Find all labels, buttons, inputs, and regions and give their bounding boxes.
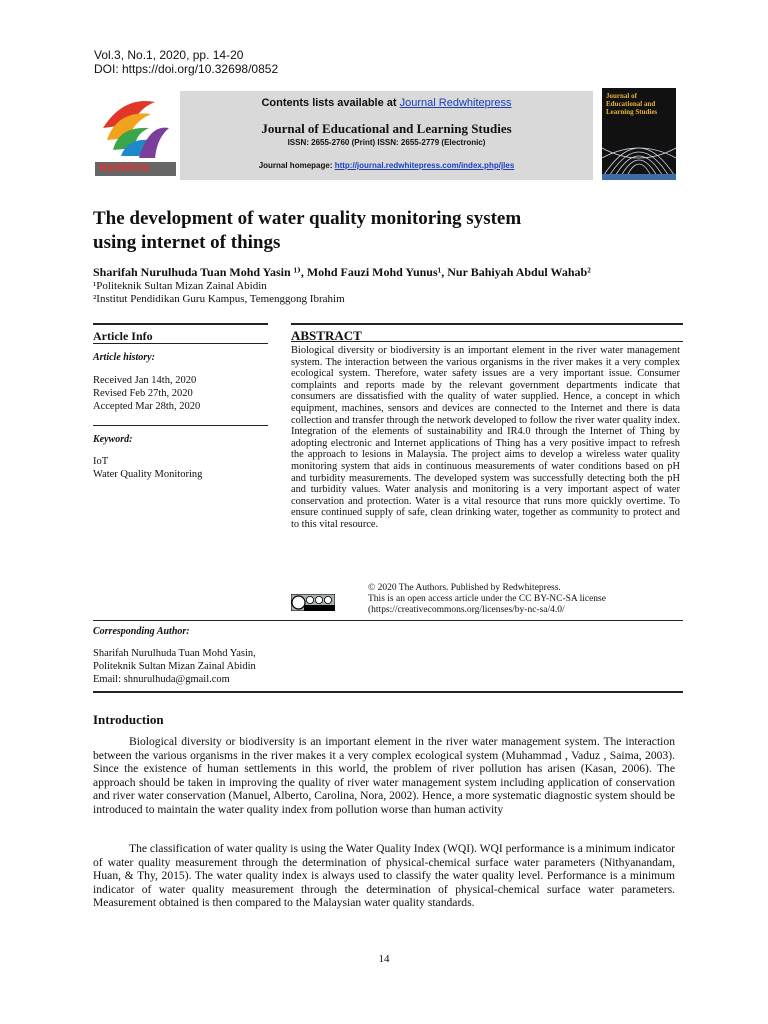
corresponding-bottom-rule — [93, 691, 683, 693]
introduction-paragraph-1: Biological diversity or biodiversity is an important element in the river water management system. The interaction between the various organisms in the river makes it a very complex ecological system (Muhammad , Vaduz , Saima, 2003). Since the existence of human settlements in this world, the problem of river pollution has arisen (Kasan, 2006). The approach should be taken in improving the quality of river water management system including application of conservation and river water conservation (Manuel, Alberto, Carolina, Nora, 2002). Hence, a more systematic diagnostic system should be introduced to maintain the water quality index from pollution worse than human activity — [93, 735, 675, 816]
journal-cover — [602, 88, 676, 180]
received-date: Received Jan 14th, 2020 — [93, 375, 197, 386]
keyword-item: IoT — [93, 456, 109, 467]
history-rule — [93, 425, 268, 426]
license-url[interactable]: (https://creativecommons.org/licenses/by-nc-sa/4.0/ — [368, 605, 565, 615]
accepted-date: Accepted Mar 28th, 2020 — [93, 401, 201, 412]
cc-license-badge[interactable] — [291, 594, 335, 611]
title-line-1: The development of water quality monitoring system — [93, 208, 522, 229]
cc-by-nc-sa-icon — [291, 594, 335, 611]
journal-header — [180, 91, 593, 180]
cover-title: Journal of Educational and Learning Studies — [606, 92, 658, 116]
corresponding-heading: Corresponding Author: — [93, 626, 190, 637]
volume-info: Vol.3, No.1, 2020, pp. 14-20 — [94, 48, 244, 62]
revised-date: Revised Feb 27th, 2020 — [93, 388, 193, 399]
corresponding-top-rule — [93, 620, 683, 621]
homepage-line — [180, 161, 593, 170]
homepage-link[interactable]: http://journal.redwhitepress.com/index.php/jles — [334, 161, 515, 170]
corresponding-institution: Politeknik Sultan Mizan Zainal Abidin — [93, 661, 256, 672]
affiliation-2: ²Institut Pendidikan Guru Kampus, Temenggong Ibrahim — [93, 293, 345, 305]
keyword-heading: Keyword: — [93, 434, 133, 445]
affiliation-1: ¹Politeknik Sultan Mizan Zainal Abidin — [93, 280, 267, 292]
cover-art — [602, 118, 676, 180]
abstract-heading: ABSTRACT — [291, 328, 362, 343]
corresponding-email[interactable]: Email: shnurulhuda@gmail.com — [93, 674, 230, 685]
doi-link[interactable]: DOI: https://doi.org/10.32698/0852 — [94, 62, 279, 76]
license-text — [368, 583, 606, 616]
journal-name: Journal of Educational and Learning Studies — [261, 121, 512, 136]
publisher-logo — [93, 88, 178, 182]
title-line-2: using internet of things — [93, 232, 281, 253]
homepage-prefix: Journal homepage: — [258, 161, 335, 170]
info-top-rule — [93, 323, 268, 325]
license-line: This is an open access article under the CC BY-NC-SA license — [368, 594, 606, 604]
authors: Sharifah Nurulhuda Tuan Mohd Yasin ¹⁾, Mohd Fauzi Mohd Yunus¹, Nur Bahiyah Abdul Wahab² — [93, 265, 591, 279]
keyword-item: Water Quality Monitoring — [93, 469, 203, 480]
page-number: 14 — [378, 953, 390, 965]
journal-meta — [94, 48, 278, 76]
contents-prefix: Contents lists available at — [261, 97, 400, 109]
contents-line — [180, 97, 593, 109]
issn-line: ISSN: 2655-2760 (Print) ISSN: 2655-2779 (Electronic) — [287, 138, 486, 147]
introduction-paragraph-2: The classification of water quality is using the Water Quality Index (WQI). WQI performance is a minimum indicator of water quality measurement through the determination of physical-chemical surface water parameters (Nithyanandam, Huan, & Thy, 2015). The water quality index is always used to classify the water quality level. Performance is a minimum indicator of water quality measurement through the determination of physical-chemical surface water parameters. Measurement obtained is then compared to the Malaysian water quality standards. — [93, 842, 675, 910]
keyword-list — [93, 455, 202, 481]
article-title — [93, 207, 653, 255]
corresponding-details — [93, 647, 256, 686]
article-dates — [93, 374, 200, 413]
introduction-heading: Introduction — [93, 712, 164, 727]
copyright-line: © 2020 The Authors. Published by Redwhitepress. — [368, 583, 561, 593]
journal-link[interactable]: Journal Redwhitepress — [399, 97, 512, 109]
abstract-text: Biological diversity or biodiversity is an important element in the river water management system. The interaction between the various organisms in the river makes it a very complex ecological system. Therefore, water safety issues are a very important issue. Consumer complaints and reports made by the relevant government departments indicate that consumers are dissatisfied with the quality of water supplied. Hence, a concept in which equipment, machines, sensors and devices are connected to the Internet and there is data collection and transfer through the network developed to follow the river water quality index. Integration of the elements of sustainability and IR4.0 through the Internet of Thing by adopting electronic and Internet applications of Thing has a very positive impact to refresh the approach to lesions in Malaysia. The project aims to develop a wireless water quality monitoring system that aids in continuous measurements of water conditions based on pH and turbidity measurements. The developed system was successfully detecting both the pH and turbidity values. Water analysis and monitoring is a very important aspect of water conservation and protection. Water is a vital resource that runs more quickly overtime. To ensure continued supply of safe, clean drinking water, together as community to protect and to this vital resource. — [291, 345, 680, 530]
history-heading: Article history: — [93, 352, 155, 363]
logo-text: RedWhite — [99, 162, 150, 174]
abstract-top-rule — [291, 323, 683, 325]
corresponding-name: Sharifah Nurulhuda Tuan Mohd Yasin, — [93, 648, 256, 659]
article-info-heading: Article Info — [93, 329, 153, 343]
